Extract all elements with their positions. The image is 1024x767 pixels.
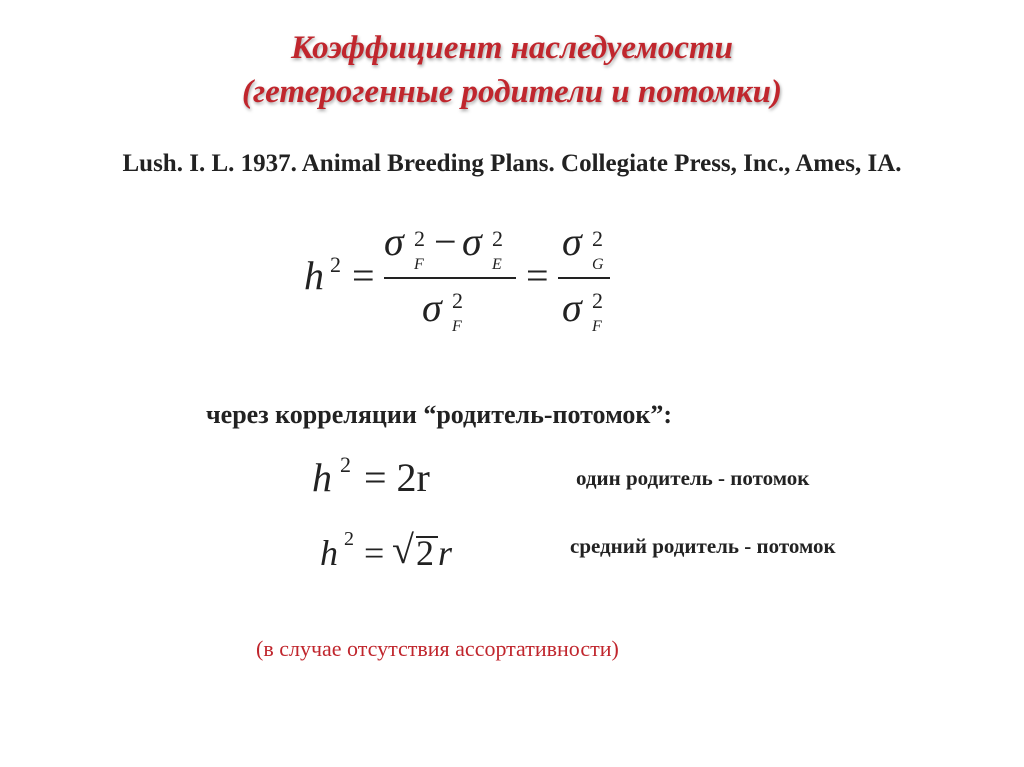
title-line-2: (гетерогенные родители и потомки) <box>241 74 783 110</box>
assortativity-note: (в случае отсутствия ассортативности) <box>256 636 619 661</box>
den-sigma-f-1: σ <box>422 285 442 330</box>
heritability-formula <box>300 212 630 342</box>
den-sigma-f-2: σ <box>562 285 582 330</box>
fp2-radical: √ <box>392 527 414 572</box>
num-sigma-g-exp: 2 <box>592 226 603 251</box>
formula-eq-1: = <box>352 253 375 298</box>
den-sigma-f-1-sub: F <box>452 318 462 335</box>
fp2-exp: 2 <box>344 528 354 550</box>
den-sigma-f-2-exp: 2 <box>592 288 603 313</box>
num-sigma-f: σ <box>384 219 404 264</box>
den-sigma-f-1-exp: 2 <box>452 288 463 313</box>
formula-lhs: h <box>304 253 324 298</box>
title-line-1: Коэффициент наследуемости <box>290 30 734 66</box>
fp2-lhs: h <box>320 533 338 573</box>
fp2-eq: = <box>364 533 385 573</box>
formula-one-parent <box>312 448 472 508</box>
num-sigma-e-exp: 2 <box>492 226 503 251</box>
label-one-parent: один родитель - потомок <box>576 466 810 490</box>
label-mid-parent: средний родитель - потомок <box>570 534 836 558</box>
num-sigma-e-sub: E <box>492 256 502 273</box>
correlation-subtitle: через корреляции “родитель-потомок”: <box>206 400 673 429</box>
fp2-tail: r <box>438 533 453 573</box>
formula-eq-2: = <box>526 253 549 298</box>
num-sigma-f-exp: 2 <box>414 226 425 251</box>
den-sigma-f-2-sub: F <box>592 318 602 335</box>
citation: Lush. I. L. 1937. Animal Breeding Plans. Collegiate Press, Inc., Ames, IA. <box>122 150 902 177</box>
fraction-bar-2 <box>558 277 610 279</box>
fp1-rhs: = 2r <box>364 455 430 500</box>
num-sigma-f-sub: F <box>414 256 424 273</box>
fp2-radicand: 2 <box>416 533 434 573</box>
formula-mid-parent <box>320 518 480 578</box>
num-sigma-e: σ <box>462 219 482 264</box>
num-sigma-g: σ <box>562 219 582 264</box>
num-minus: − <box>434 219 457 264</box>
fp1-lhs: h <box>312 455 332 500</box>
slide-title <box>0 26 1024 114</box>
num-sigma-g-sub: G <box>592 256 604 273</box>
fraction-bar-1 <box>384 277 516 279</box>
fp1-exp: 2 <box>340 452 351 477</box>
formula-lhs-exp: 2 <box>330 252 341 277</box>
